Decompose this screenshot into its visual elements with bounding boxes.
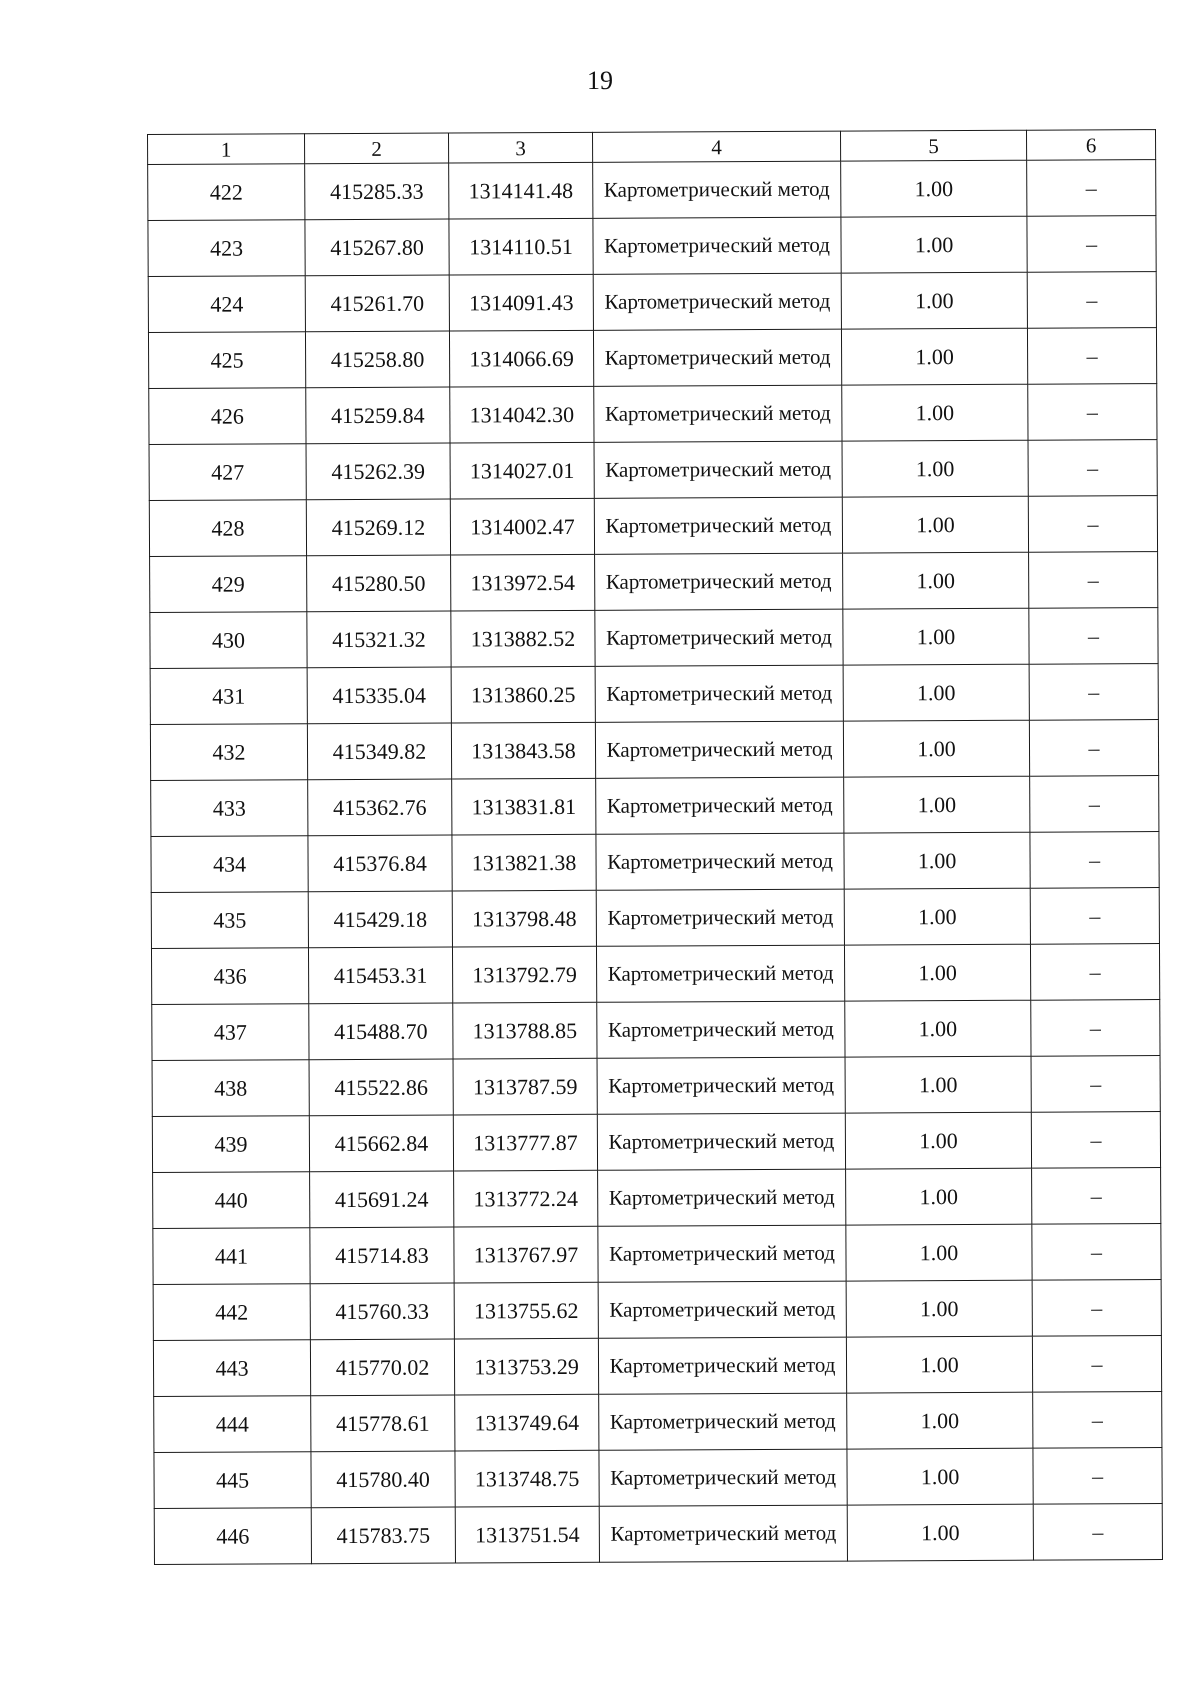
accuracy-cell: 1.00 <box>846 1280 1032 1337</box>
y-coordinate-cell: 1314091.43 <box>449 274 593 331</box>
method-cell: Картометрический метод <box>594 441 842 498</box>
table-row <box>154 1392 1162 1453</box>
note-cell: – <box>1029 608 1158 665</box>
table-row <box>153 1224 1161 1285</box>
table-row <box>149 440 1157 501</box>
accuracy-cell: 1.00 <box>841 328 1027 385</box>
note-cell: – <box>1031 1112 1160 1169</box>
accuracy-cell: 1.00 <box>845 1000 1031 1057</box>
y-coordinate-cell: 1313749.64 <box>455 1394 599 1451</box>
method-cell: Картометрический метод <box>597 1113 845 1170</box>
point-number-cell: 446 <box>154 1508 311 1565</box>
point-number-cell: 444 <box>154 1396 311 1453</box>
note-cell: – <box>1028 440 1157 497</box>
table-row <box>153 1336 1161 1397</box>
accuracy-cell: 1.00 <box>843 664 1029 721</box>
table-row <box>150 664 1158 725</box>
point-number-cell: 442 <box>153 1284 310 1341</box>
table-header-row <box>148 130 1156 165</box>
accuracy-cell: 1.00 <box>846 1224 1032 1281</box>
method-cell: Картометрический метод <box>596 833 844 890</box>
note-cell: – <box>1027 328 1156 385</box>
method-cell: Картометрический метод <box>599 1449 847 1506</box>
table-row <box>149 496 1157 557</box>
accuracy-cell: 1.00 <box>843 608 1029 665</box>
y-coordinate-cell: 1313831.81 <box>452 778 596 835</box>
method-cell: Картометрический метод <box>593 329 841 386</box>
accuracy-cell: 1.00 <box>846 1168 1032 1225</box>
note-cell: – <box>1027 216 1156 273</box>
method-cell: Картометрический метод <box>597 1001 845 1058</box>
note-cell: – <box>1029 664 1158 721</box>
y-coordinate-cell: 1313772.24 <box>454 1170 598 1227</box>
point-number-cell: 437 <box>152 1004 309 1061</box>
note-cell: – <box>1030 888 1159 945</box>
column-header-3: 3 <box>448 132 592 163</box>
y-coordinate-cell: 1313792.79 <box>452 946 596 1003</box>
note-cell: – <box>1030 832 1159 889</box>
method-cell: Картометрический метод <box>599 1505 847 1562</box>
y-coordinate-cell: 1314027.01 <box>450 442 594 499</box>
method-cell: Картометрический метод <box>595 721 843 778</box>
x-coordinate-cell: 415335.04 <box>307 667 451 724</box>
point-number-cell: 431 <box>150 668 307 725</box>
method-cell: Картометрический метод <box>594 497 842 554</box>
y-coordinate-cell: 1313798.48 <box>452 890 596 947</box>
coordinates-table <box>147 129 1163 1565</box>
column-header-2: 2 <box>305 133 449 164</box>
point-number-cell: 430 <box>150 612 307 669</box>
accuracy-cell: 1.00 <box>847 1392 1033 1449</box>
point-number-cell: 422 <box>148 164 305 221</box>
note-cell: – <box>1032 1280 1161 1337</box>
accuracy-cell: 1.00 <box>843 552 1029 609</box>
method-cell: Картометрический метод <box>596 945 844 1002</box>
note-cell: – <box>1030 944 1159 1001</box>
table-row <box>154 1504 1162 1565</box>
point-number-cell: 423 <box>148 220 305 277</box>
y-coordinate-cell: 1313787.59 <box>453 1058 597 1115</box>
method-cell: Картометрический метод <box>596 777 844 834</box>
note-cell: – <box>1033 1448 1162 1505</box>
x-coordinate-cell: 415280.50 <box>307 555 451 612</box>
x-coordinate-cell: 415321.32 <box>307 611 451 668</box>
y-coordinate-cell: 1313972.54 <box>451 554 595 611</box>
point-number-cell: 439 <box>152 1116 309 1173</box>
note-cell: – <box>1031 1056 1160 1113</box>
column-header-1: 1 <box>148 134 305 165</box>
table-row <box>150 552 1158 613</box>
y-coordinate-cell: 1313777.87 <box>453 1114 597 1171</box>
table-row <box>148 160 1156 221</box>
point-number-cell: 441 <box>153 1228 310 1285</box>
table-body <box>148 130 1163 1565</box>
note-cell: – <box>1031 1000 1160 1057</box>
accuracy-cell: 1.00 <box>845 1056 1031 1113</box>
x-coordinate-cell: 415362.76 <box>308 779 452 836</box>
table-row <box>148 216 1156 277</box>
x-coordinate-cell: 415262.39 <box>306 443 450 500</box>
y-coordinate-cell: 1314002.47 <box>450 498 594 555</box>
table-row <box>151 776 1159 837</box>
table-row <box>148 272 1156 333</box>
method-cell: Картометрический метод <box>597 1057 845 1114</box>
method-cell: Картометрический метод <box>596 889 844 946</box>
accuracy-cell: 1.00 <box>841 160 1027 217</box>
y-coordinate-cell: 1313753.29 <box>454 1338 598 1395</box>
note-cell: – <box>1030 776 1159 833</box>
accuracy-cell: 1.00 <box>844 776 1030 833</box>
x-coordinate-cell: 415349.82 <box>307 723 451 780</box>
x-coordinate-cell: 415267.80 <box>305 219 449 276</box>
x-coordinate-cell: 415778.61 <box>311 1395 455 1452</box>
method-cell: Картометрический метод <box>598 1281 846 1338</box>
x-coordinate-cell: 415522.86 <box>309 1059 453 1116</box>
accuracy-cell: 1.00 <box>845 1112 1031 1169</box>
x-coordinate-cell: 415453.31 <box>308 947 452 1004</box>
x-coordinate-cell: 415285.33 <box>305 163 449 220</box>
table-row <box>151 888 1159 949</box>
table-row <box>154 1448 1162 1509</box>
accuracy-cell: 1.00 <box>842 496 1028 553</box>
accuracy-cell: 1.00 <box>842 384 1028 441</box>
note-cell: – <box>1033 1392 1162 1449</box>
point-number-cell: 440 <box>153 1172 310 1229</box>
point-number-cell: 428 <box>149 500 306 557</box>
page-number: 19 <box>587 66 613 95</box>
note-cell: – <box>1027 160 1156 217</box>
point-number-cell: 427 <box>149 444 306 501</box>
accuracy-cell: 1.00 <box>844 944 1030 1001</box>
point-number-cell: 432 <box>150 724 307 781</box>
accuracy-cell: 1.00 <box>844 888 1030 945</box>
table-row <box>152 1112 1160 1173</box>
y-coordinate-cell: 1314110.51 <box>449 218 593 275</box>
x-coordinate-cell: 415691.24 <box>310 1171 454 1228</box>
y-coordinate-cell: 1313755.62 <box>454 1282 598 1339</box>
note-cell: – <box>1028 496 1157 553</box>
method-cell: Картометрический метод <box>599 1393 847 1450</box>
x-coordinate-cell: 415714.83 <box>310 1227 454 1284</box>
accuracy-cell: 1.00 <box>844 832 1030 889</box>
x-coordinate-cell: 415488.70 <box>309 1003 453 1060</box>
accuracy-cell: 1.00 <box>841 272 1027 329</box>
note-cell: – <box>1029 720 1158 777</box>
point-number-cell: 435 <box>151 892 308 949</box>
accuracy-cell: 1.00 <box>847 1504 1033 1561</box>
method-cell: Картометрический метод <box>598 1225 846 1282</box>
table-row <box>153 1168 1161 1229</box>
point-number-cell: 434 <box>151 836 308 893</box>
table-row <box>150 608 1158 669</box>
point-number-cell: 429 <box>150 556 307 613</box>
method-cell: Картометрический метод <box>595 609 843 666</box>
table-row <box>151 832 1159 893</box>
accuracy-cell: 1.00 <box>841 216 1027 273</box>
accuracy-cell: 1.00 <box>842 440 1028 497</box>
note-cell: – <box>1032 1168 1161 1225</box>
point-number-cell: 445 <box>154 1452 311 1509</box>
y-coordinate-cell: 1314042.30 <box>450 386 594 443</box>
y-coordinate-cell: 1313860.25 <box>451 666 595 723</box>
column-header-5: 5 <box>840 130 1026 161</box>
point-number-cell: 426 <box>149 388 306 445</box>
y-coordinate-cell: 1314141.48 <box>449 162 593 219</box>
x-coordinate-cell: 415783.75 <box>311 1507 455 1564</box>
x-coordinate-cell: 415760.33 <box>310 1283 454 1340</box>
point-number-cell: 443 <box>153 1340 310 1397</box>
note-cell: – <box>1032 1224 1161 1281</box>
note-cell: – <box>1033 1504 1162 1561</box>
table-row <box>152 1056 1160 1117</box>
x-coordinate-cell: 415780.40 <box>311 1451 455 1508</box>
point-number-cell: 425 <box>148 332 305 389</box>
x-coordinate-cell: 415269.12 <box>306 499 450 556</box>
table-row <box>153 1280 1161 1341</box>
accuracy-cell: 1.00 <box>846 1336 1032 1393</box>
method-cell: Картометрический метод <box>593 161 841 218</box>
method-cell: Картометрический метод <box>593 217 841 274</box>
y-coordinate-cell: 1313751.54 <box>455 1506 599 1563</box>
column-header-4: 4 <box>592 131 840 162</box>
x-coordinate-cell: 415259.84 <box>306 387 450 444</box>
point-number-cell: 436 <box>151 948 308 1005</box>
y-coordinate-cell: 1313767.97 <box>454 1226 598 1283</box>
method-cell: Картометрический метод <box>593 273 841 330</box>
x-coordinate-cell: 415429.18 <box>308 891 452 948</box>
method-cell: Картометрический метод <box>595 665 843 722</box>
y-coordinate-cell: 1313821.38 <box>452 834 596 891</box>
method-cell: Картометрический метод <box>598 1337 846 1394</box>
table-row <box>150 720 1158 781</box>
point-number-cell: 433 <box>151 780 308 837</box>
note-cell: – <box>1028 384 1157 441</box>
x-coordinate-cell: 415258.80 <box>305 331 449 388</box>
method-cell: Картометрический метод <box>598 1169 846 1226</box>
point-number-cell: 438 <box>152 1060 309 1117</box>
x-coordinate-cell: 415261.70 <box>305 275 449 332</box>
point-number-cell: 424 <box>148 276 305 333</box>
table-row <box>151 944 1159 1005</box>
table-row <box>152 1000 1160 1061</box>
y-coordinate-cell: 1313788.85 <box>453 1002 597 1059</box>
column-header-6: 6 <box>1026 130 1155 161</box>
note-cell: – <box>1029 552 1158 609</box>
note-cell: – <box>1027 272 1156 329</box>
table-row <box>149 384 1157 445</box>
table-row <box>148 328 1156 389</box>
x-coordinate-cell: 415662.84 <box>309 1115 453 1172</box>
x-coordinate-cell: 415770.02 <box>310 1339 454 1396</box>
y-coordinate-cell: 1313748.75 <box>455 1450 599 1507</box>
y-coordinate-cell: 1313843.58 <box>451 722 595 779</box>
accuracy-cell: 1.00 <box>843 720 1029 777</box>
note-cell: – <box>1032 1336 1161 1393</box>
method-cell: Картометрический метод <box>595 553 843 610</box>
x-coordinate-cell: 415376.84 <box>308 835 452 892</box>
y-coordinate-cell: 1314066.69 <box>449 330 593 387</box>
method-cell: Картометрический метод <box>594 385 842 442</box>
y-coordinate-cell: 1313882.52 <box>451 610 595 667</box>
accuracy-cell: 1.00 <box>847 1448 1033 1505</box>
